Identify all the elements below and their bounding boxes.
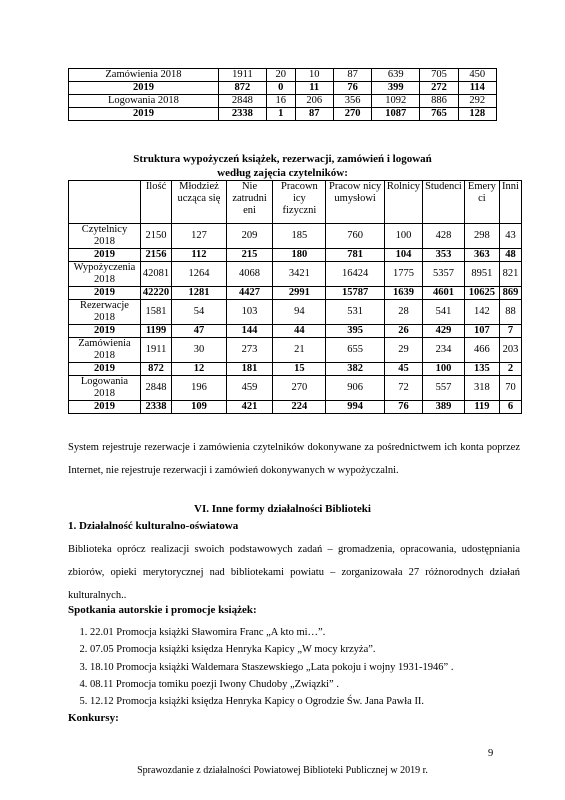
table-cell: 10625: [464, 287, 499, 300]
table-cell: 1: [266, 108, 295, 121]
row-label-cell: 2019: [69, 363, 141, 376]
table-cell: 760: [326, 224, 384, 249]
occupation-structure-table: [68, 180, 522, 414]
table-cell: 872: [140, 363, 171, 376]
table-cell: 215: [226, 249, 273, 262]
table-cell: 2150: [140, 224, 171, 249]
table-cell: 30: [172, 338, 227, 363]
table-cell: 395: [326, 325, 384, 338]
table-cell: 466: [464, 338, 499, 363]
table-cell: 107: [464, 325, 499, 338]
row-label-cell: 2019: [69, 108, 219, 121]
table-cell: 144: [226, 325, 273, 338]
table-cell: 54: [172, 300, 227, 325]
meeting-item: 4. 08.11 Promocja tomiku poezji Iwony Chudoby „Związki” .: [90, 676, 520, 693]
table-cell: 270: [273, 376, 326, 401]
table-cell: 382: [326, 363, 384, 376]
table-row: [69, 95, 497, 108]
table-cell: 112: [172, 249, 227, 262]
meeting-item: 2. 07.05 Promocja książki księdza Henryka Kapicy „W mocy krzyża”.: [90, 641, 520, 658]
table-cell: 821: [500, 262, 522, 287]
column-header: Emery ci: [464, 181, 499, 224]
table-cell: 88: [500, 300, 522, 325]
table-cell: 43: [500, 224, 522, 249]
table-cell: 272: [420, 82, 458, 95]
column-header: Inni: [500, 181, 522, 224]
table-cell: 47: [172, 325, 227, 338]
row-label-cell: Rezerwacje 2018: [69, 300, 141, 325]
table-cell: 234: [423, 338, 465, 363]
table-cell: 94: [273, 300, 326, 325]
table-cell: 26: [384, 325, 422, 338]
subsection-title: 1. Działalność kulturalno-oświatowa: [68, 520, 239, 532]
column-header: Młodzież ucząca się: [172, 181, 227, 224]
access-stats-table: [68, 68, 497, 121]
column-header: Ilość: [140, 181, 171, 224]
table-cell: 127: [172, 224, 227, 249]
table-cell: 4068: [226, 262, 273, 287]
table-row: [69, 325, 522, 338]
table-cell: 11: [295, 82, 333, 95]
table-cell: 270: [333, 108, 371, 121]
table-cell: 557: [423, 376, 465, 401]
table-cell: 2156: [140, 249, 171, 262]
table-cell: 76: [333, 82, 371, 95]
table-cell: 318: [464, 376, 499, 401]
table-cell: 1581: [140, 300, 171, 325]
table-cell: 100: [423, 363, 465, 376]
column-header: Pracown icy fizyczni: [273, 181, 326, 224]
table-cell: 2848: [140, 376, 171, 401]
table-cell: 87: [295, 108, 333, 121]
table-cell: 2848: [218, 95, 266, 108]
table-row: [69, 262, 522, 287]
column-header: Nie zatrudni eni: [226, 181, 273, 224]
table-cell: 298: [464, 224, 499, 249]
table-cell: 76: [384, 401, 422, 414]
column-header: Rolnicy: [384, 181, 422, 224]
table-row: [69, 108, 497, 121]
meeting-item: 5. 12.12 Promocja książki księdza Henryka Kapicy o Ogrodzie Św. Jana Pawła II.: [90, 693, 520, 710]
table-cell: 869: [500, 287, 522, 300]
column-header: [69, 181, 141, 224]
table-cell: 273: [226, 338, 273, 363]
row-label-cell: 2019: [69, 82, 219, 95]
table-cell: 104: [384, 249, 422, 262]
row-label-cell: 2019: [69, 401, 141, 414]
table-cell: 389: [423, 401, 465, 414]
row-label-cell: 2019: [69, 249, 141, 262]
column-header: Pracow nicy umysłowi: [326, 181, 384, 224]
table-cell: 3421: [273, 262, 326, 287]
table-cell: 72: [384, 376, 422, 401]
meetings-heading: Spotkania autorskie i promocje książek:: [68, 604, 257, 616]
table-cell: 1087: [372, 108, 420, 121]
table-cell: 206: [295, 95, 333, 108]
table-cell: 450: [458, 69, 496, 82]
table-cell: 16424: [326, 262, 384, 287]
table-cell: 142: [464, 300, 499, 325]
page-footer: Sprawozdanie z działalności Powiatowej Biblioteki Publicznej w 2019 r.: [137, 765, 428, 776]
row-label-cell: Wypożyczenia 2018: [69, 262, 141, 287]
table-cell: 1281: [172, 287, 227, 300]
table-cell: 7: [500, 325, 522, 338]
row-label-cell: Zamówienia 2018: [69, 69, 219, 82]
table-cell: 906: [326, 376, 384, 401]
table-cell: 114: [458, 82, 496, 95]
table-cell: 363: [464, 249, 499, 262]
table-cell: 15: [273, 363, 326, 376]
table-row: [69, 82, 497, 95]
table-cell: 292: [458, 95, 496, 108]
table-cell: 459: [226, 376, 273, 401]
table-cell: 45: [384, 363, 422, 376]
table-cell: 42081: [140, 262, 171, 287]
table-cell: 429: [423, 325, 465, 338]
table-cell: 2338: [218, 108, 266, 121]
table-cell: 428: [423, 224, 465, 249]
table-cell: 100: [384, 224, 422, 249]
table-cell: 1092: [372, 95, 420, 108]
table-cell: 5357: [423, 262, 465, 287]
table-cell: 12: [172, 363, 227, 376]
row-label-cell: 2019: [69, 325, 141, 338]
table-row: [69, 287, 522, 300]
table-row: [69, 363, 522, 376]
table-cell: 109: [172, 401, 227, 414]
row-label-cell: Logowania 2018: [69, 95, 219, 108]
table-cell: 705: [420, 69, 458, 82]
table-row: [69, 401, 522, 414]
table-cell: 1911: [140, 338, 171, 363]
table-cell: 1911: [218, 69, 266, 82]
table-cell: 8951: [464, 262, 499, 287]
table-cell: 4601: [423, 287, 465, 300]
table-cell: 2: [500, 363, 522, 376]
table-cell: 135: [464, 363, 499, 376]
table-cell: 15787: [326, 287, 384, 300]
contests-heading: Konkursy:: [68, 712, 119, 724]
table-cell: 203: [500, 338, 522, 363]
table-cell: 541: [423, 300, 465, 325]
table-cell: 181: [226, 363, 273, 376]
section-title: VI. Inne formy działalności Biblioteki: [194, 503, 371, 515]
table-cell: 224: [273, 401, 326, 414]
system-note: System rejestruje rezerwacje i zamówienia czytelników dokonywane za pośrednictwem ich konta poprzez Internet, nie rejestruje rezerwacji i zamówień dokonywanych w wypożyczalni.: [68, 442, 520, 476]
table-cell: 353: [423, 249, 465, 262]
table-cell: 399: [372, 82, 420, 95]
table-cell: 180: [273, 249, 326, 262]
meeting-item: 3. 18.10 Promocja książki Waldemara Staszewskiego „Lata pokoju i wojny 1931-1946” .: [90, 659, 520, 676]
table-cell: 28: [384, 300, 422, 325]
table-cell: 70: [500, 376, 522, 401]
table-cell: 781: [326, 249, 384, 262]
table-cell: 185: [273, 224, 326, 249]
table-cell: 531: [326, 300, 384, 325]
table-cell: 16: [266, 95, 295, 108]
table-cell: 886: [420, 95, 458, 108]
table-cell: 1775: [384, 262, 422, 287]
table-cell: 20: [266, 69, 295, 82]
table-cell: 994: [326, 401, 384, 414]
table-cell: 2991: [273, 287, 326, 300]
table-cell: 103: [226, 300, 273, 325]
table-cell: 44: [273, 325, 326, 338]
table-cell: 1199: [140, 325, 171, 338]
table-cell: 872: [218, 82, 266, 95]
row-label-cell: Logowania 2018: [69, 376, 141, 401]
table-row: [69, 300, 522, 325]
table-cell: 42220: [140, 287, 171, 300]
table-cell: 356: [333, 95, 371, 108]
intro-paragraph: Biblioteka oprócz realizacji swoich podstawowych zadań – gromadzenia, opracowania, udostępniania zbiorów, opieki merytorycznej nad bibliotekami powiatu – zorganizowała 27 różnorodnych działań kulturalnych..: [68, 544, 520, 601]
row-label-cell: Zamówienia 2018: [69, 338, 141, 363]
column-header: Studenci: [423, 181, 465, 224]
table-row: [69, 376, 522, 401]
structure-title: Struktura wypożyczeń książek, rezerwacji, zamówień i logowań według zajęcia czytelników:: [133, 153, 432, 179]
table-cell: 209: [226, 224, 273, 249]
table-row: [69, 249, 522, 262]
table-cell: 196: [172, 376, 227, 401]
meetings-list: [68, 624, 520, 710]
table-cell: 421: [226, 401, 273, 414]
table-cell: 0: [266, 82, 295, 95]
table-cell: 21: [273, 338, 326, 363]
table-cell: 87: [333, 69, 371, 82]
table-row: [69, 69, 497, 82]
table-row: [69, 338, 522, 363]
meeting-item: 1. 22.01 Promocja książki Sławomira Franc „A kto mi…”.: [90, 624, 520, 641]
table-cell: 10: [295, 69, 333, 82]
table-cell: 128: [458, 108, 496, 121]
table-cell: 29: [384, 338, 422, 363]
table-cell: 655: [326, 338, 384, 363]
row-label-cell: 2019: [69, 287, 141, 300]
table-cell: 6: [500, 401, 522, 414]
table-cell: 765: [420, 108, 458, 121]
table-cell: 639: [372, 69, 420, 82]
table-cell: 1639: [384, 287, 422, 300]
table-row: [69, 224, 522, 249]
table-cell: 119: [464, 401, 499, 414]
page-number: 9: [488, 748, 494, 759]
table-cell: 1264: [172, 262, 227, 287]
row-label-cell: Czytelnicy 2018: [69, 224, 141, 249]
table-cell: 2338: [140, 401, 171, 414]
table-cell: 48: [500, 249, 522, 262]
table-cell: 4427: [226, 287, 273, 300]
